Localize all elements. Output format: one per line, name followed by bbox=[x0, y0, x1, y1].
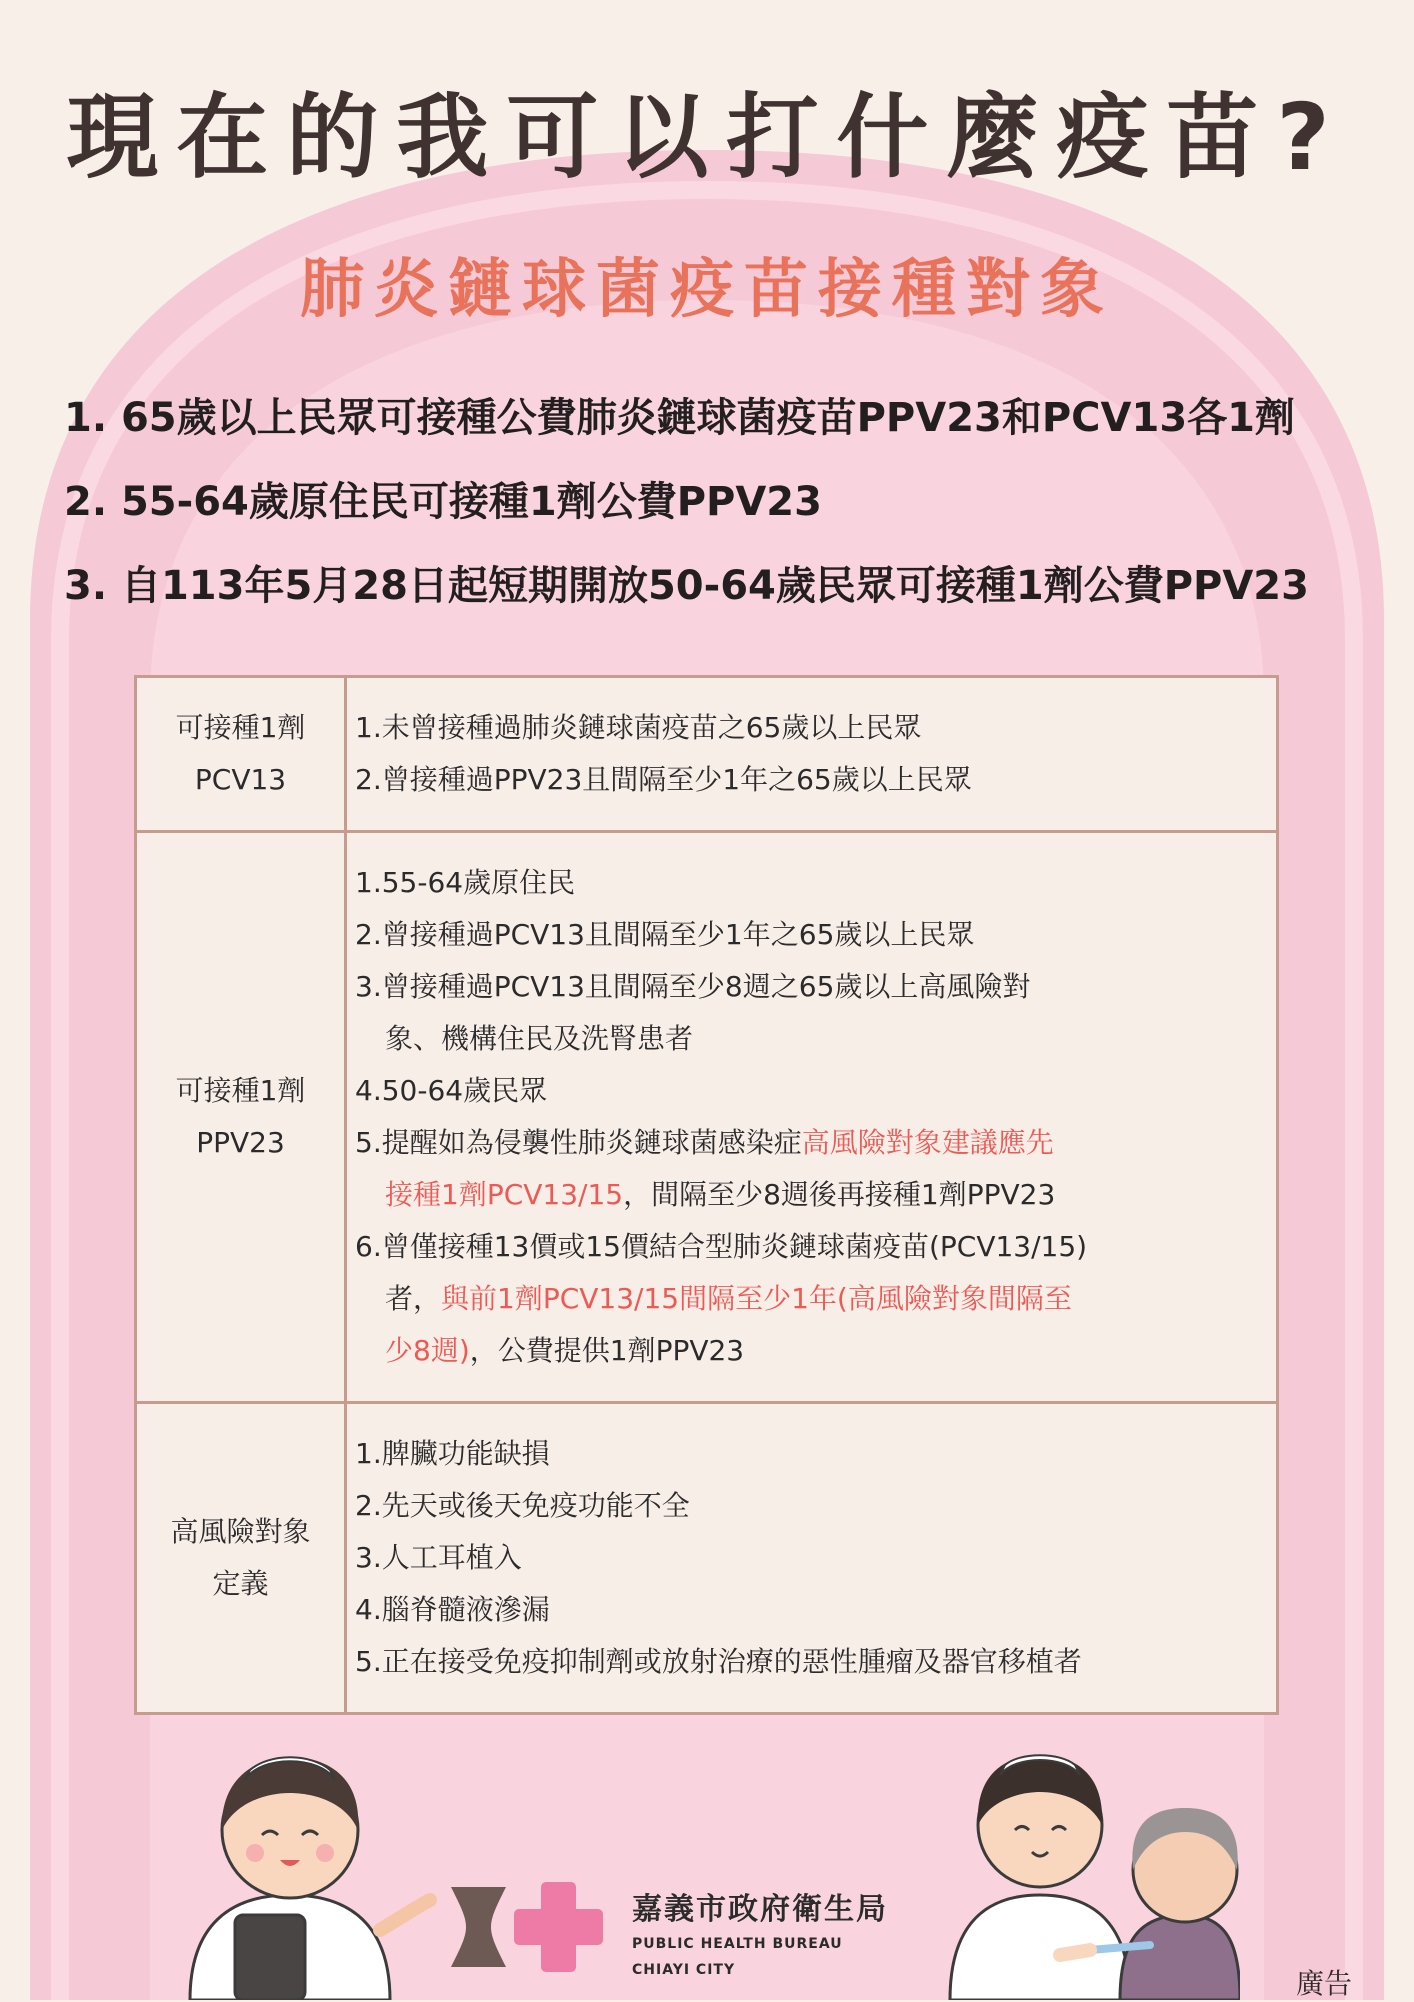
nurse-vaccinating-patient-illustration bbox=[940, 1720, 1240, 2000]
organization-name bbox=[632, 1884, 888, 1980]
item-text: ，公費提供1劑PPV23 bbox=[469, 1334, 745, 1368]
list-item bbox=[355, 1117, 1268, 1169]
eligibility-list bbox=[64, 386, 1364, 638]
list-item-continuation bbox=[355, 1325, 1268, 1377]
item-text: 者， bbox=[385, 1282, 442, 1316]
row-label-line: 可接種1劑 bbox=[175, 1074, 306, 1108]
poster-title: 現在的我可以打什麼疫苗? bbox=[66, 84, 1348, 191]
eligibility-item: 1. 65歲以上民眾可接種公費肺炎鏈球菌疫苗PPV23和PCV13各1劑 bbox=[64, 395, 1295, 441]
highlight-text: 與前1劑PCV13/15間隔至少1年(高風險對象間隔至 bbox=[441, 1282, 1072, 1316]
row-label-line: PCV13 bbox=[194, 763, 287, 797]
row-content-high-risk bbox=[346, 1403, 1278, 1714]
list-item: 2.曾接種過PCV13且間隔至少1年之65歲以上民眾 bbox=[355, 918, 975, 952]
eligibility-item: 3. 自113年5月28日起短期開放50-64歲民眾可接種1劑公費PPV23 bbox=[64, 563, 1309, 609]
vaccine-eligibility-table bbox=[134, 675, 1279, 1715]
list-item: 3.曾接種過PCV13且間隔至少8週之65歲以上高風險對 bbox=[355, 970, 1031, 1004]
nurse-illustration bbox=[150, 1725, 440, 2000]
row-label-line: 高風險對象 bbox=[170, 1515, 311, 1549]
list-item: 2.先天或後天免疫功能不全 bbox=[355, 1489, 690, 1523]
list-item-continuation: 象、機構住民及洗腎患者 bbox=[385, 1022, 694, 1056]
row-label-pcv13 bbox=[136, 677, 346, 832]
table-row bbox=[136, 832, 1278, 1403]
row-label-line: PPV23 bbox=[196, 1126, 285, 1160]
item-text: 5.提醒如為侵襲性肺炎鏈球菌感染症 bbox=[355, 1126, 802, 1160]
list-item-continuation bbox=[355, 1273, 1268, 1325]
highlight-text: 少8週) bbox=[385, 1334, 470, 1368]
org-name-english-city: CHIAYI CITY bbox=[632, 1962, 736, 1978]
row-label-line: 可接種1劑 bbox=[175, 711, 306, 745]
list-item: 1.未曾接種過肺炎鏈球菌疫苗之65歲以上民眾 bbox=[355, 711, 922, 745]
list-item: 4.腦脊髓液滲漏 bbox=[355, 1593, 550, 1627]
org-name-chinese: 嘉義市政府衛生局 bbox=[632, 1892, 888, 1927]
table-row bbox=[136, 1403, 1278, 1714]
list-item: 3.人工耳植入 bbox=[355, 1541, 522, 1575]
highlight-text: 接種1劑PCV13/15 bbox=[385, 1178, 624, 1212]
row-content-pcv13 bbox=[346, 677, 1278, 832]
list-item: 6.曾僅接種13價或15價結合型肺炎鏈球菌疫苗(PCV13/15) bbox=[355, 1230, 1088, 1264]
table-row bbox=[136, 677, 1278, 832]
row-label-line: 定義 bbox=[212, 1567, 269, 1601]
list-item: 1.55-64歲原住民 bbox=[355, 866, 576, 900]
list-item: 4.50-64歲民眾 bbox=[355, 1074, 548, 1108]
eligibility-item: 2. 55-64歲原住民可接種1劑公費PPV23 bbox=[64, 479, 822, 525]
row-content-ppv23 bbox=[346, 832, 1278, 1403]
list-item-continuation bbox=[355, 1169, 1268, 1221]
org-name-english: PUBLIC HEALTH BUREAU bbox=[632, 1936, 843, 1952]
item-text: ，間隔至少8週後再接種1劑PPV23 bbox=[623, 1178, 1056, 1212]
advertisement-label: 廣告 bbox=[1296, 1967, 1353, 2000]
list-item: 2.曾接種過PPV23且間隔至少1年之65歲以上民眾 bbox=[355, 763, 972, 797]
row-label-high-risk bbox=[136, 1403, 346, 1714]
poster-subtitle: 肺炎鏈球菌疫苗接種對象 bbox=[300, 253, 1114, 327]
highlight-text: 高風險對象建議應先 bbox=[801, 1126, 1054, 1160]
list-item: 1.脾臟功能缺損 bbox=[355, 1437, 550, 1471]
row-label-ppv23 bbox=[136, 832, 346, 1403]
health-bureau-logo bbox=[446, 1882, 606, 1972]
list-item: 5.正在接受免疫抑制劑或放射治療的惡性腫瘤及器官移植者 bbox=[355, 1645, 1082, 1679]
